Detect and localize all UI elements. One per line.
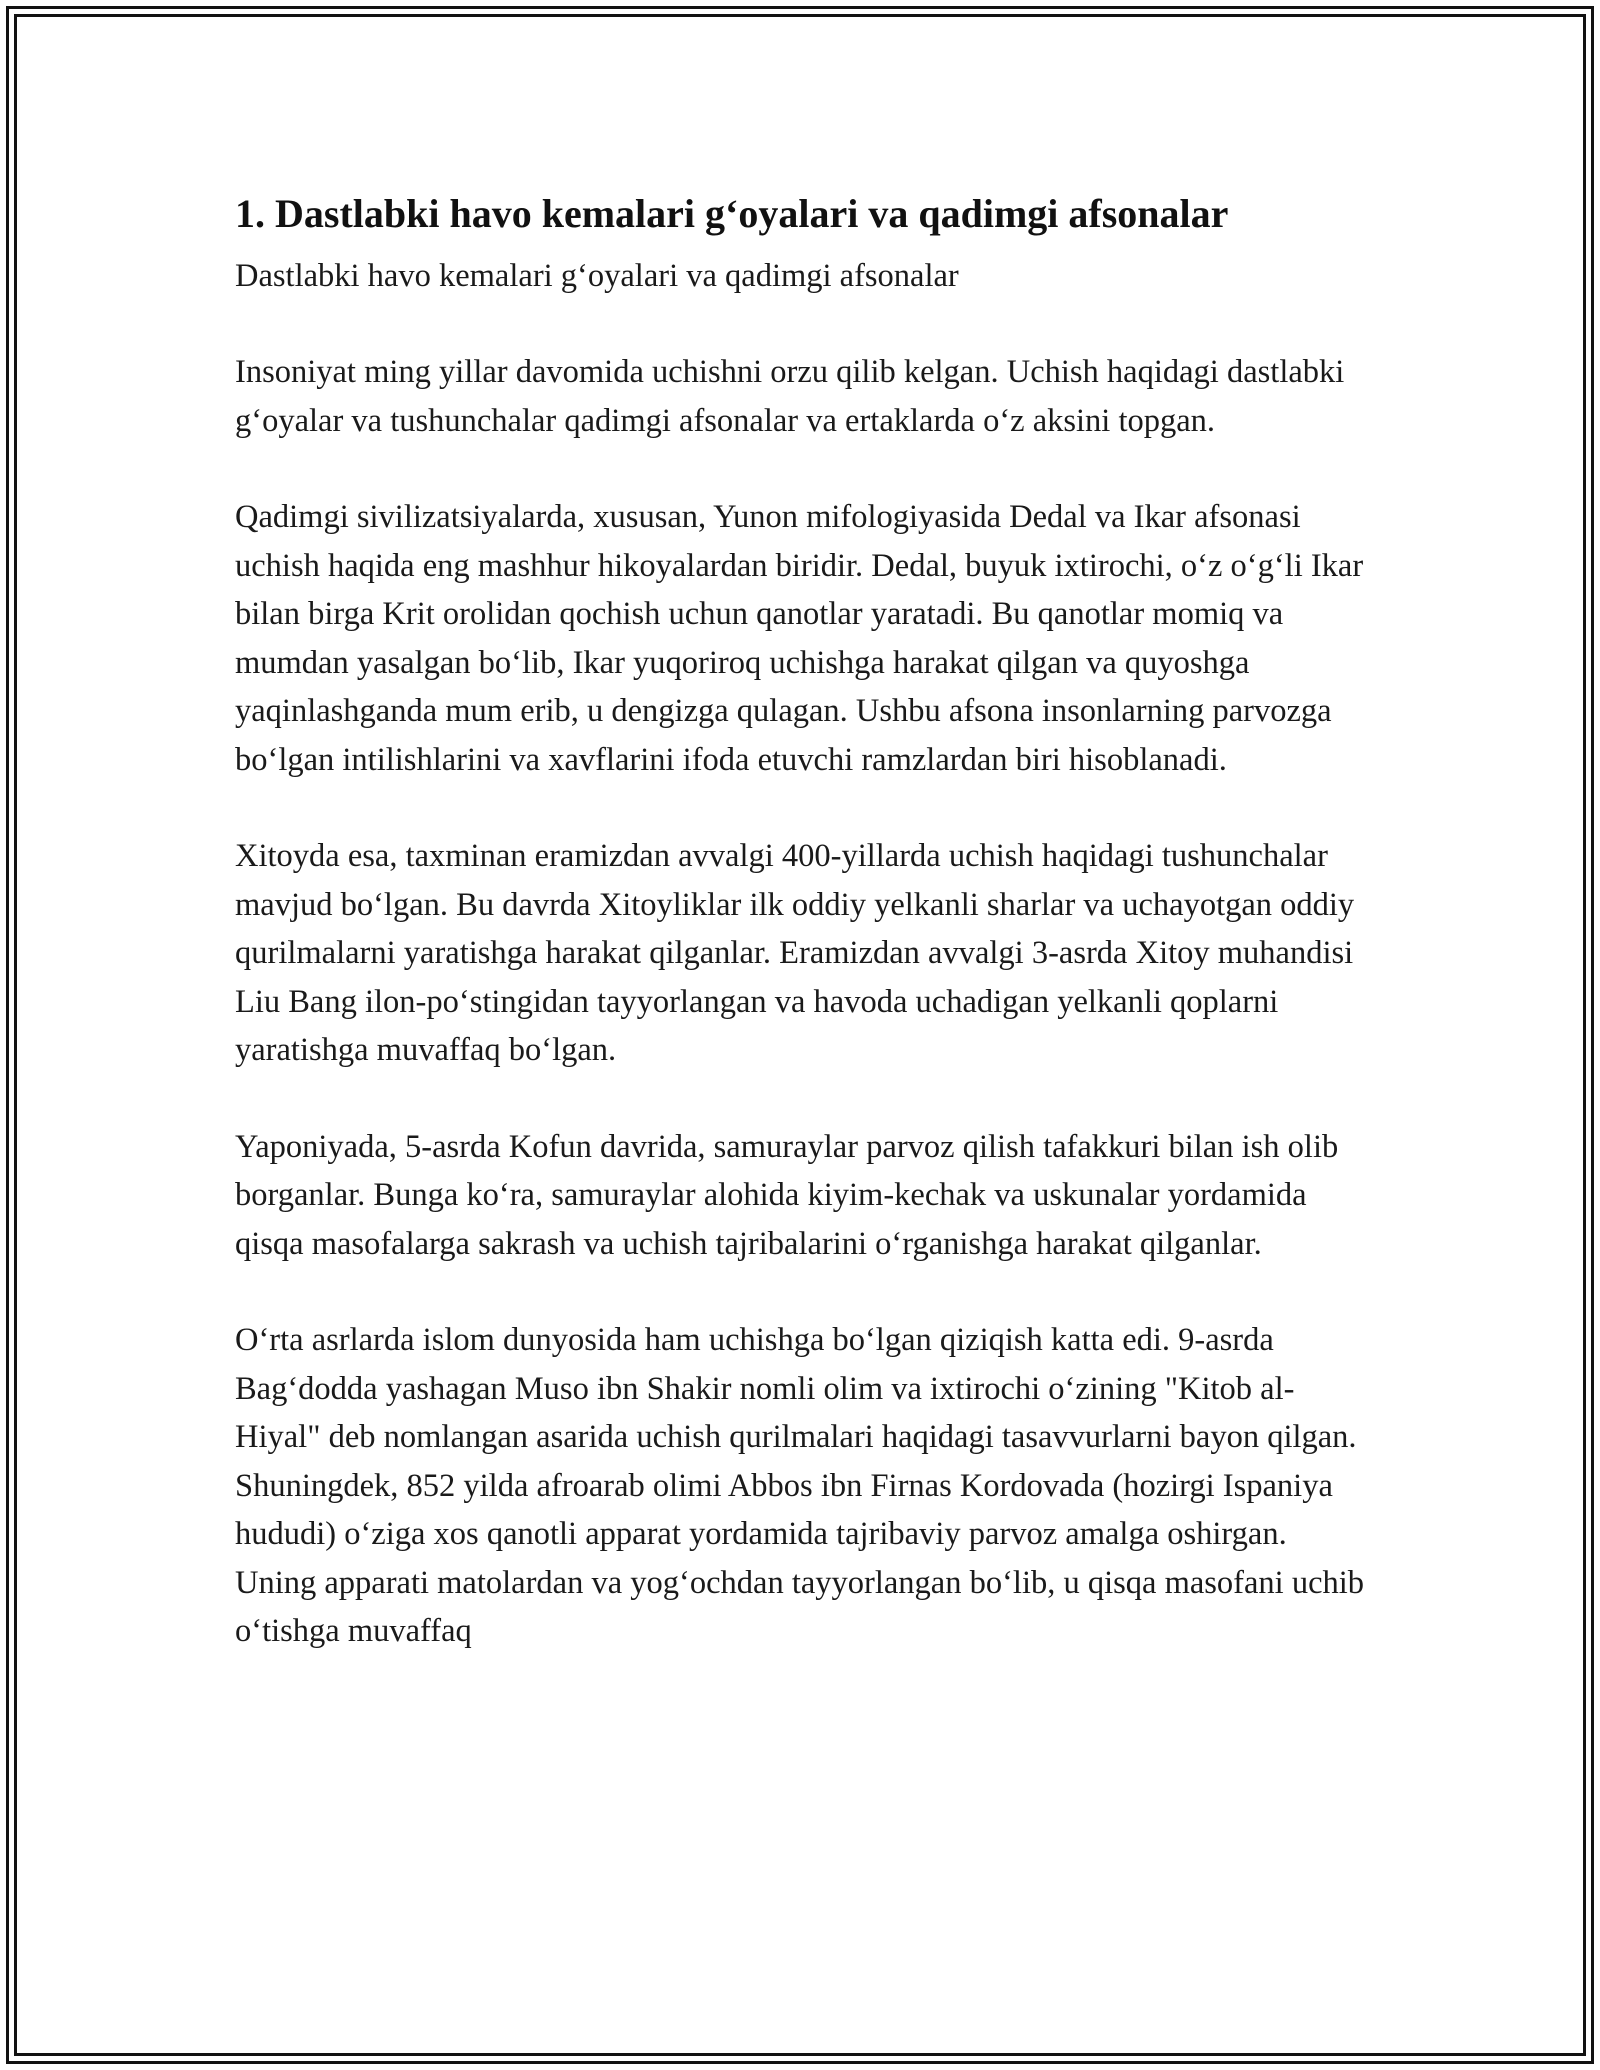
paragraph-1: Insoniyat ming yillar davomida uchishni orzu qilib kelgan. Uchish haqidagi dastlabki g‘oyalar va tushunchalar qadimgi afsonalar va ertaklarda o‘z aksini topgan. <box>235 354 1345 439</box>
document-body <box>235 186 1370 1704</box>
paragraph-5: O‘rta asrlarda islom dunyosida ham uchishga bo‘lgan qiziqish katta edi. 9-asrda Bag‘dodda yashagan Muso ibn Shakir nomli olim va ixtirochi o‘zining "Kitob al-Hiyal" deb nomlangan asarida uchish qurilmalari haqidagi tasavvurlarni bayon qilgan. Shuningdek, 852 yilda afroarab olimi Abbos ibn Firnas Kordovada (hozirgi Ispaniya hududi) o‘ziga xos qanotli apparat yordamida tajribaviy parvoz amalga oshirgan. Uning apparati matolardan va yog‘ochdan tayyorlangan bo‘lib, u qisqa masofani uchib o‘tishga muvaffaq <box>235 1322 1365 1649</box>
paragraph-2: Qadimgi sivilizatsiyalarda, xususan, Yunon mifologiyasida Dedal va Ikar afsonasi uchish haqida eng mashhur hikoyalardan biridir. Dedal, buyuk ixtirochi, o‘z o‘g‘li Ikar bilan birga Krit orolidan qochish uchun qanotlar yaratadi. Bu qanotlar momiq va mumdan yasalgan bo‘lib, Ikar yuqoriroq uchishga harakat qilgan va quyoshga yaqinlashganda mum erib, u dengizga qulagan. Ushbu afsona insonlarning parvozga bo‘lgan intilishlarini va xavflarini ifoda etuvchi ramzlardan biri hisoblanadi. <box>235 499 1364 778</box>
document-subtitle: Dastlabki havo kemalari g‘oyalari va qadimgi afsonalar <box>235 258 959 294</box>
document-title: 1. Dastlabki havo kemalari g‘oyalari va qadimgi afsonalar <box>235 191 1229 236</box>
paragraph-4: Yaponiyada, 5-asrda Kofun davrida, samuraylar parvoz qilish tafakkuri bilan ish olib borganlar. Bunga ko‘ra, samuraylar alohida kiyim-kechak va uskunalar yordamida qisqa masofalarga sakrash va uchish tajribalarini o‘rganishga harakat qilganlar. <box>235 1128 1339 1262</box>
paragraph-3: Xitoyda esa, taxminan eramizdan avvalgi 400-yillarda uchish haqidagi tushunchalar mavjud bo‘lgan. Bu davrda Xitoyliklar ilk oddiy yelkanli sharlar va uchayotgan oddiy qurilmalarni yaratishga harakat qilganlar. Eramizdan avvalgi 3-asrda Xitoy muhandisi Liu Bang ilon-po‘stingidan tayyorlangan va havoda uchadigan yelkanli qoplarni yaratishga muvaffaq bo‘lgan. <box>235 838 1355 1068</box>
